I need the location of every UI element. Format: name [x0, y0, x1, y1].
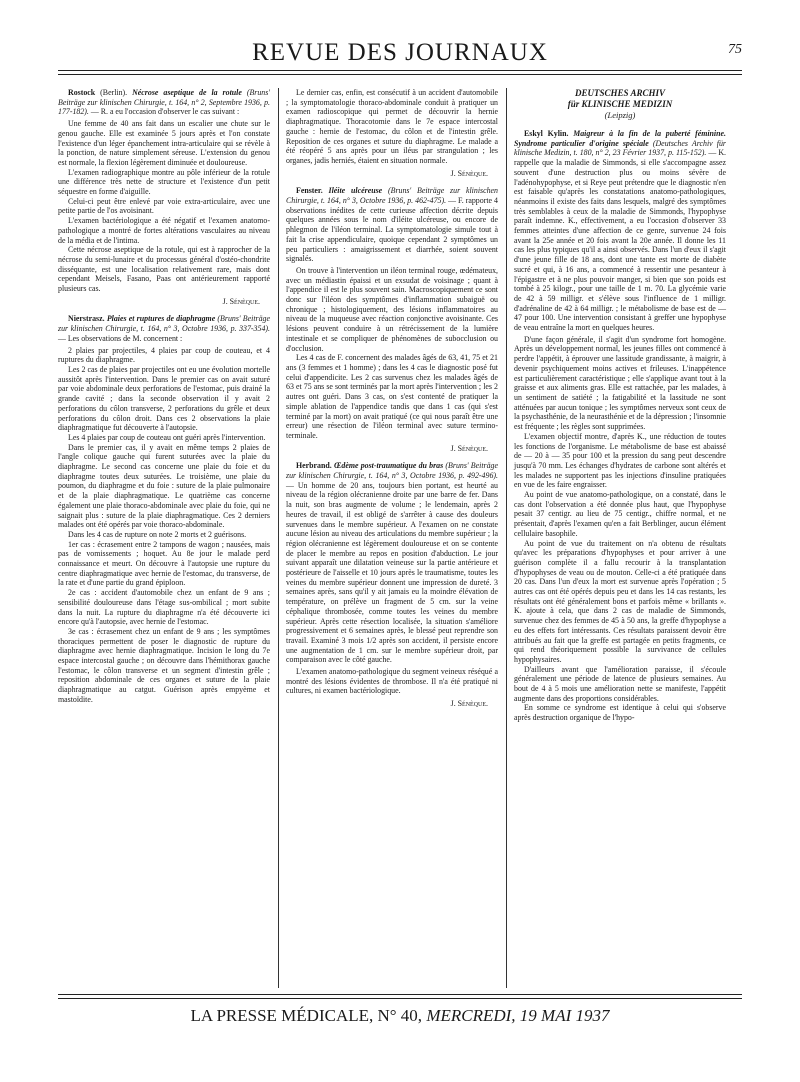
- section-city: (Leipzig): [604, 110, 636, 120]
- article-paragraph: 1er cas : écrasement entre 2 tampons de wagon ; nausées, mais pas de vomissements ; hoquet. Au 8e jour le malade perd connaissance et meurt. On découvre à l'autopsie une rupture du centre diaphragmatique avec hernie de l'estomac, du transverse, de la rate et d'une partie du grand épiploon.: [58, 539, 270, 588]
- article-title: Maigreur à la fin de la puberté féminine. Syndrome particulier d'origine spéciale: [514, 129, 726, 148]
- journal-section-heading: [514, 88, 726, 121]
- column-2: [286, 88, 498, 717]
- article-continuation: [286, 88, 498, 178]
- article-signature: J. Sénèque.: [450, 699, 488, 709]
- author-place: (Berlin).: [100, 88, 128, 97]
- article-paragraph: L'examen objectif montre, d'après K., une réduction de toutes les fonctions de l'organisme. Le métabolisme de base est abaissé de — 20 à — 35 pour 100 et la pression du sang peut descendre jusqu'à 70 mm. Les échanges d'hydrates de carbone sont altérés et les malades ne supportent pas les injections d'insuline pratiquées en vue de les faire engraisser.: [514, 431, 726, 490]
- article-paragraph: — K. rappelle que la maladie de Simmonds, si elle s'accompagne assez souvent d'une destruction plus ou moins sévère de l'adénohypophyse, et si Reye peut prétendre que le diagnostic n'en est faisable qu'après les constatations anatomo-pathologiques, néanmoins il existe des faits dans lesquels, malgré des symptômes très semblables à ceux de la maladie de Simmonds, l'hypophyse paraît indemne. K., effectivement, a eu l'occasion d'observer 33 femmes atteintes d'une affection de ce genre, survenue 24 fois avant la 25e année et 20 fois avant la 20e année. Il donne les 11 cas les plus typiques qu'il a ainsi observés. Dans l'un d'eux il s'agit d'une jeune fille de 18 ans, dont une tante est morte de diabète sucré et qui, à 16 ans, a commencé à ressentir une pesanteur à l'épigastre et à ne plus pouvoir manger, si bien que son poids est tombé à 25 kilogr., pour une taille de 1 m. 70. La glycémie varie de 42 à 59 milligr. et s'élève sous l'influence de 1 milligr. d'adrénaline de 42 à 64 milligr. ; le métabolisme de base est de — 47 pour 100. Une intervention consistant à greffer une hypophyse de veau entraîne la mort en quelques heures.: [514, 148, 726, 333]
- footer-journal: LA PRESSE MÉDICALE, N° 40,: [190, 1006, 423, 1025]
- article-reference: (Deutsches Archiv für klinische Medizin, t. 180, n° 2, 23 Février 1937, p. 115-152).: [514, 138, 726, 158]
- article-paragraph: Cette nécrose aseptique de la rotule, qui est à rapprocher de la nécrose du semi-lunaire et du processus général d'ostéo-chondrite disséquante, est une localisation relativement rare, mais dont cependant Meisels, Fasano, Paas ont antérieurement rapporté plusieurs cas.: [58, 245, 270, 294]
- author-name: Eskyl Kylin.: [524, 129, 569, 138]
- article-title: Œdème post-traumatique du bras: [333, 461, 444, 471]
- article-nierstrasz: [58, 314, 270, 704]
- article-reference: (Bruns' Beiträge zur klinischen Chirurgie, t. 164, n° 3, Octobre 1936, p. 337-354).: [58, 314, 270, 334]
- article-paragraph: D'une façon générale, il s'agit d'un syndrome fort homogène. Après un développement normal, les jeunes filles ont commencé à perdre l'appétit, à éprouver une lassitude grandissante, à maigrir, à devenir psychiquement moins actives et frileuses. L'inappétence est particulièrement caractéristique ; elle s'applique avant tout à la graisse et aux aliments gras. Elle est rattachée, par les malades, à un sentiment de satiété ; la fatigabilité et la lassitude ne sont atténuées par aucun tonique ; les symptômes nerveux sont ceux de la psychasthénie, de la neurasthénie et de la dépression ; l'insomnie est fréquente ; les règles sont supprimées.: [514, 334, 726, 432]
- article-paragraph: Au point de vue du traitement on n'a obtenu de résultats qu'avec les préparations d'hypophyses et pour arriver à une guérison complète il a fallu recourir à la transplantation d'hypophyses de veau ou de mouton. Celle-ci a été pratiquée dans 20 cas. Dans l'un d'eux la mort est survenue après l'opération ; 5 autres cas ont été opérés depuis peu et dans les 14 cas restants, les résultats ont été généralement bons et parfois même « brillants ». K. ajoute à cela, que dans 2 cas de maladie de Simmonds, survenue chez des femmes de 45 à 50 ans, la greffe d'hypophyse a eu des effets fort intéressants. Ces résultats paraissent devoir être attribués au fait que la greffe est partagée en petits fragments, ce qui rend théoriquement possible la survivance de cellules hypophysaires.: [514, 538, 726, 664]
- column-divider: [506, 88, 507, 988]
- article-paragraph: — R. a eu l'occasion d'observer le cas suivant :: [90, 107, 240, 117]
- article-paragraph: L'examen bactériologique a été négatif et l'examen anatomo-pathologique a montré de fortes altérations vasculaires au niveau de la média et de l'intima.: [58, 216, 270, 245]
- article-title: Nécrose aseptique de la rotule: [132, 88, 242, 97]
- author-name: Rostock: [68, 88, 96, 97]
- section-title-line1: DEUTSCHES ARCHIV: [575, 88, 665, 98]
- article-signature: J. Sénèque.: [222, 296, 260, 306]
- page-number: 75: [728, 42, 742, 57]
- article-heading: [58, 88, 270, 117]
- column-3: [514, 88, 726, 731]
- column-1: [58, 88, 270, 713]
- article-paragraph: L'examen radiographique montre au pôle inférieur de la rotule une différence très nette de structure et l'existence d'un petit séquestre en forme d'aiguille.: [58, 167, 270, 197]
- article-paragraph: Les 4 plaies par coup de couteau ont guéri après l'intervention.: [68, 432, 266, 442]
- article-reference: (Bruns' Beiträge zur klinischen Chirurgie, t. 164, n° 3, Octobre 1936, p. 462-475).: [286, 186, 498, 206]
- page-footer: [58, 1005, 742, 1027]
- article-herbrand: [286, 461, 498, 709]
- article-paragraph: En somme ce syndrome est identique à celui qui s'observe après destruction organique de l'hypo-: [514, 703, 726, 723]
- article-paragraph: Le dernier cas, enfin, est consécutif à un accident d'automobile ; la symptomatologie thoraco-abdominale conduit à pratiquer un examen radioscopique qui permet de découvrir la hernie diaphragmatique. Thoracotomie dans le 7e espace intercostal gauche : hernie de l'estomac, du côlon et de l'intestin grêle. Reposition de ces organes et suture du diaphragme. Le malade a été réopéré 5 ans après pour un iléus par strangulation ; les organes, jadis herniés, étaient en situation normale.: [286, 88, 498, 165]
- article-paragraph: — F. rapporte 4 observations inédites de cette curieuse affection décrite depuis quelques années sous le nom d'iléite ulcéreuse, ou encore de phlegmon de l'iléon terminal. La symptomatologie simule tout à fait la crise appendiculaire, quoique cependant 2 symptômes un peu particuliers : amaigrissement et diarrhée, soient souvent signalés.: [286, 196, 498, 264]
- article-reference: (Bruns' Beiträge zur klinischen Chirurgie, t. 164, n° 3, Octobre 1936, p. 492-496).: [286, 461, 498, 481]
- article-paragraph: 2e cas : accident d'automobile chez un enfant de 9 ans ; sensibilité douloureuse dans l'étage sus-ombilical ; mort subite dans la nuit. La rupture du diaphragme n'a été découverte ici encore qu'à l'autopsie, avec hernie de l'estomac.: [58, 588, 270, 627]
- section-title-line2: für KLINISCHE MEDIZIN: [567, 99, 673, 109]
- article-rostock: [58, 88, 270, 306]
- article-signature: J. Sénèque.: [450, 443, 488, 453]
- footer-date: 19 MAI 1937: [519, 1006, 610, 1025]
- article-paragraph: Celui-ci peut être enlevé par voie extra-articulaire, avec une petite partie de l'os avoisinant.: [58, 196, 270, 216]
- article-heading: [286, 186, 498, 264]
- article-paragraph: Au point de vue anatomo-pathologique, on a constaté, dans le cas dont l'observation a été donnée plus haut, que l'hypophyse pesait 37 centigr. au lieu de 75 centigr., chiffre normal, et ne présentait, d'après l'examen qu'en a fait Berblinger, aucun élément cellulaire basophile.: [514, 490, 726, 538]
- author-name: Herbrand.: [296, 461, 332, 471]
- article-paragraph: — Les observations de M. concernent :: [58, 333, 183, 343]
- article-paragraph: Les 2 cas de plaies par projectiles ont eu une évolution mortelle aussitôt après l'intervention. Dans le premier cas on avait suturé par voie abdominale deux perforations de l'estomac, puis drainé la grande cavité ; dans la seconde observation il y avait 2 perforations du côlon transverse, 2 perforations du grêle et deux perforations du côlon droit. Dans ces 2 observations la plaie diaphragmatique fut découverte à l'autopsie.: [58, 364, 270, 433]
- article-signature: J. Sénèque.: [450, 168, 488, 178]
- article-paragraph: L'examen anatomo-pathologique du segment veineux réséqué a montré des lésions évidentes de thrombose. Il n'a été pratiqué ni cultures, ni examen bactériologique.: [286, 667, 498, 696]
- author-name: Fenster.: [296, 186, 323, 196]
- footer-rule: [58, 994, 742, 999]
- article-paragraph: 2 plaies par projectiles, 4 plaies par coup de couteau, et 4 ruptures du diaphragme.: [58, 345, 270, 365]
- article-paragraph: Les 4 cas de F. concernent des malades âgés de 63, 41, 75 et 21 ans (3 femmes et 1 homme) ; dans les 4 cas le diagnostic posé fut celui d'appendicite. Les 2 cas survenus chez les malades âgés de 63 et 75 ans se sont terminés par la mort après l'intervention ; les 2 autres ont guéri. Dans 3 cas, on s'est contenté de pratiquer la simple ablation de l'appendice tandis que dans 1 cas (qui s'est terminé par la mort) on avait pratiqué (ce qui nous paraît être une erreur) une résection de l'iléon terminal avec suture termino-terminale.: [286, 353, 498, 440]
- article-paragraph: Dans le premier cas, il y avait en même temps 2 plaies de l'angle colique gauche qui furent suturées avec la plaie du diaphragme. Le second cas concerne une plaie du foie et du diaphragme toutes deux suturées. Le troisième, une plaie du poumon, du diaphragme et du foie : suture de la plaie pulmonaire et de la plaie diaphragmatique. Le quatrième cas concerne également une plaie thoraco-abdominale avec plaie du foie, qui ne saignait plus : suture de la plaie diaphragmatique. Ces 2 derniers malades ont été opérés par voie thoraco-abdominale.: [58, 442, 270, 530]
- article-kylin: [514, 129, 726, 723]
- article-fenster: [286, 186, 498, 453]
- header-rule: [58, 70, 742, 75]
- footer-weekday: MERCREDI,: [426, 1006, 516, 1025]
- article-heading: [58, 314, 270, 343]
- running-head: [58, 38, 742, 68]
- article-paragraph: On trouve à l'intervention un iléon terminal rouge, œdémateux, avec un médiastin épaissi et un exsudat de voisinage ; quant à l'appendice il est le plus souvent sain. Macroscopiquement ce sont donc sur l'iléon des symptômes d'inflammation subaiguë ou chronique ; histologiquement, des lésions inflammatoires au niveau de la muqueuse avec réaction conjonctive avoisinante. Ces lésions peuvent conduire à un rétrécissement de la lumière intestinale et se compliquer de phénomènes de subocclusion ou d'occlusion.: [286, 265, 498, 353]
- article-title: Plaies et ruptures de diaphragme: [106, 314, 216, 324]
- column-divider: [278, 88, 279, 988]
- article-reference: (Bruns' Beiträge zur klinischen Chirurgie, t. 164, n° 2, Septembre 1936, p. 177-182).: [58, 88, 270, 117]
- article-paragraph: Une femme de 40 ans fait dans un escalier une chute sur le genou gauche. Elle est examinée 5 jours après et l'on constate l'existence d'un léger épanchement intra-articulaire qui se révèle à la ponction, de nature simplement séreuse. L'extension du genou est normale, la flexion légèrement diminuée et douloureuse.: [58, 119, 270, 167]
- article-heading: [514, 129, 726, 333]
- article-paragraph: Dans les 4 cas de rupture on note 2 morts et 2 guérisons.: [68, 529, 247, 539]
- journal-section-title: REVUE DES JOURNAUX: [252, 39, 548, 66]
- article-title: Iléite ulcéreuse: [328, 186, 383, 196]
- article-paragraph: — Un homme de 20 ans, toujours bien portant, est heurté au niveau de la région olécranienne droite par une barre de fer. Dans la nuit, son bras augmente de volume ; le lendemain, après 2 heures de travail, il est obligé de s'arrêter à cause des douleurs survenues dans le membre supérieur. A l'examen on ne constate aucune lésion au niveau des articulations du membre supérieur ; la région olécranienne est légèrement douloureuse et on se contente de placer le membre au repos en position d'abduction. Le jour suivant apparaît une dilatation veineuse sur la partie antérieure et postérieure de l'aisselle et 10 jours après le traumatisme, toutes les veines du membre supérieur donnent une impression de dureté. 3 semaines après, sans qu'il y ait jamais eu la moindre élévation de température, on prélève un fragment de 5 cm. sur la veine céphalique thrombosée, comme toutes les veines du membre supérieur. Après cette résection localisée, la situation s'améliore progressivement et 6 semaines après, le blessé peut reprendre son travail. Examiné 3 mois 1/2 après son accident, il persiste encore une augmentation de 1 cm. sur le membre supérieur droit, par comparaison avec le côté gauche.: [286, 480, 498, 665]
- article-heading: [286, 461, 498, 665]
- author-name: Nierstrasz.: [68, 314, 105, 324]
- article-paragraph: D'ailleurs avant que l'amélioration paraisse, il s'écoule généralement une période de latence de plusieurs semaines. Au bout de 4 à 5 mois une amélioration nette se manifeste, l'appétit augmente dans des proportions considérables.: [514, 664, 726, 703]
- article-paragraph: 3e cas : écrasement chez un enfant de 9 ans ; les symptômes thoraciques permettent de poser le diagnostic de rupture du diaphragme avec hernie diaphragmatique. Incision le long du 7e espace intercostal gauche ; on découvre dans l'hémithorax gauche l'estomac, le côlon transverse et un segment d'intestin grêle ; reposition abdominale de ces organes et suture de la plaie diaphragmatique au catgut. Guérison après empyème et mastoïdite.: [58, 626, 270, 704]
